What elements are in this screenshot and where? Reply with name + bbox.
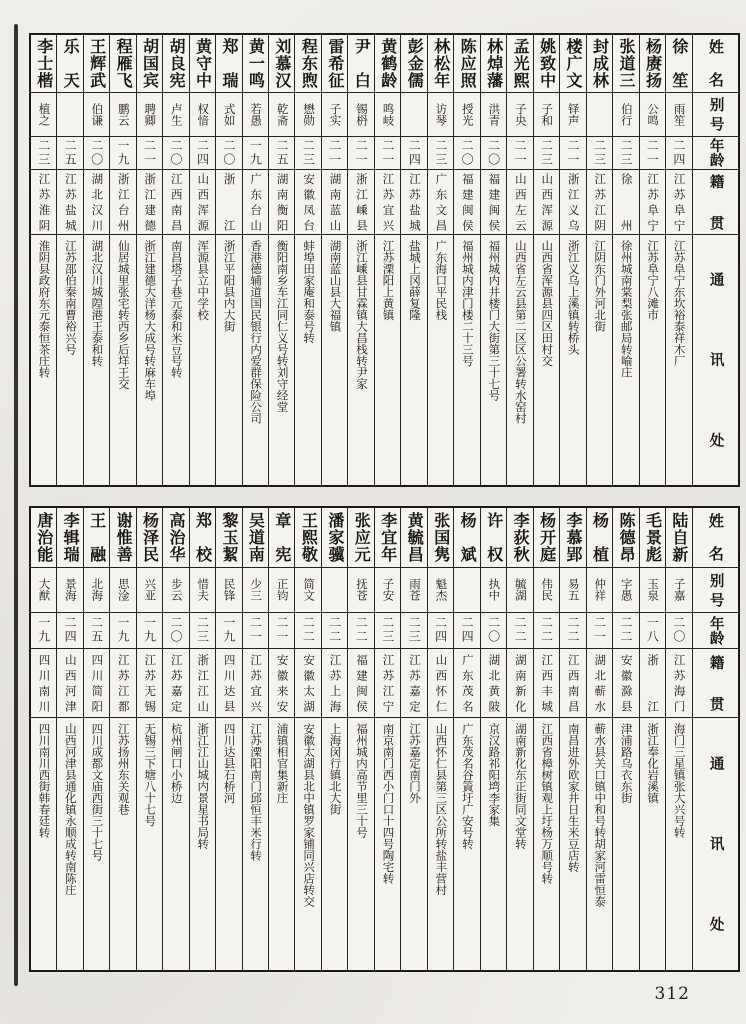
entry-origin-cell: 浙江义乌 xyxy=(560,169,586,234)
entry-age-cell: 二三 xyxy=(295,136,321,169)
entry-alias-cell: 抚苍 xyxy=(348,567,374,612)
entry-alias-cell: 铎声 xyxy=(560,92,586,136)
entry-name-cell: 乐天 xyxy=(57,34,83,92)
entry-address-cell: 浙江义乌上溪镇转桥头 xyxy=(560,234,586,486)
entry-age-cell: 二一 xyxy=(269,612,295,648)
entry-name-cell: 王辉武 xyxy=(83,34,109,92)
entry-address-cell: 山西河津县通化镇永顺成转南陈庄 xyxy=(57,717,83,971)
entry-address-cell: 衡阳南乡车江同仁义号转刘守经堂 xyxy=(269,234,295,486)
entry-origin-cell: 广东文昌 xyxy=(427,169,453,234)
entry-age-cell: 一九 xyxy=(30,612,57,648)
entry-alias-cell: 少三 xyxy=(242,567,268,612)
column-header-address: 通讯处 xyxy=(692,234,739,486)
entry-age-cell: 二五 xyxy=(269,136,295,169)
entry-origin-cell: 湖南新化 xyxy=(507,648,533,717)
entry-alias-cell: 若愚 xyxy=(242,92,268,136)
entry-origin-cell: 江苏阜宁 xyxy=(639,169,665,234)
entry-age-cell: 一九 xyxy=(110,612,136,648)
entry-origin-cell: 福建闽侯 xyxy=(348,648,374,717)
entry-name-cell: 李士楷 xyxy=(30,34,57,92)
entry-name-cell: 彭金儒 xyxy=(401,34,427,92)
entry-name-cell: 许权 xyxy=(480,507,506,567)
entry-age-cell: 二三 xyxy=(30,136,57,169)
entry-origin-cell: 浙江 xyxy=(216,169,242,234)
entry-origin-cell: 江苏嘉定 xyxy=(163,648,189,717)
entry-origin-cell: 安徽来安 xyxy=(269,648,295,717)
entry-address-cell: 江苏扬州东关观巷 xyxy=(110,717,136,971)
entry-age-cell: 二〇 xyxy=(480,136,506,169)
entry-origin-cell: 湖北汉川 xyxy=(83,169,109,234)
entry-name-cell: 张国隽 xyxy=(427,507,453,567)
entry-name-cell: 吴道南 xyxy=(242,507,268,567)
entry-address-cell: 湖南蓝山县大福镇 xyxy=(321,234,347,486)
entry-address-cell: 浙江江山城内景星书局转 xyxy=(189,717,215,971)
column-header-name: 姓名 xyxy=(692,507,739,567)
entry-address-cell: 四川达县石桥河 xyxy=(216,717,242,971)
column-header-origin: 籍贯 xyxy=(692,648,739,717)
entry-address-cell: 广东海口平民栈 xyxy=(427,234,453,486)
entry-address-cell: 江苏阜宁东坎裕泰祥木厂 xyxy=(666,234,692,486)
entry-alias-cell xyxy=(586,92,612,136)
entry-address-cell: 浙江建德大洋杨大成号转麻车埠 xyxy=(136,234,162,486)
entry-name-cell: 陆自新 xyxy=(666,507,692,567)
column-header-address: 通讯处 xyxy=(692,717,739,971)
entry-origin-cell: 湖南蓝山 xyxy=(321,169,347,234)
entry-alias-cell: 雨笙 xyxy=(666,92,692,136)
column-header-age: 年龄 xyxy=(692,136,739,169)
entry-age-cell: 二〇 xyxy=(163,136,189,169)
entry-alias-cell: 执中 xyxy=(480,567,506,612)
entry-name-cell: 尹白 xyxy=(348,34,374,92)
entry-alias-cell: 聘卿 xyxy=(136,92,162,136)
entry-origin-cell: 山西左云 xyxy=(507,169,533,234)
entry-origin-cell: 江苏淮阴 xyxy=(30,169,57,234)
entry-name-cell: 姚致中 xyxy=(533,34,559,92)
entry-origin-cell: 江苏盐城 xyxy=(57,169,83,234)
entry-origin-cell: 江苏宜兴 xyxy=(374,169,400,234)
entry-age-cell: 二〇 xyxy=(454,136,480,169)
entry-name-cell: 黎玉絜 xyxy=(216,507,242,567)
entry-origin-cell: 浙江江山 xyxy=(189,648,215,717)
entry-alias-cell: 公鸣 xyxy=(639,92,665,136)
entry-origin-cell: 四川达县 xyxy=(216,648,242,717)
entry-age-cell: 二三 xyxy=(189,612,215,648)
entry-origin-cell: 江西丰城 xyxy=(533,648,559,717)
entry-alias-cell: 简文 xyxy=(295,567,321,612)
entry-alias-cell: 北海 xyxy=(83,567,109,612)
entry-name-cell: 郑瑞 xyxy=(216,34,242,92)
entry-origin-cell: 浙江建德 xyxy=(136,169,162,234)
entry-address-cell: 浦镇相官集新庄 xyxy=(269,717,295,971)
entry-age-cell: 二〇 xyxy=(216,136,242,169)
entry-age-cell: 二一 xyxy=(586,612,612,648)
entry-alias-cell: 子和 xyxy=(533,92,559,136)
entry-name-cell: 王融 xyxy=(83,507,109,567)
entry-age-cell: 二四 xyxy=(427,612,453,648)
entry-address-cell: 福州城内高节里三十号 xyxy=(348,717,374,971)
entry-name-cell: 徐笙 xyxy=(666,34,692,92)
entry-address-cell: 南昌进外欧家井日生米豆店转 xyxy=(560,717,586,971)
entry-name-cell: 封成林 xyxy=(586,34,612,92)
entry-alias-cell: 大猷 xyxy=(30,567,57,612)
entry-age-cell: 二二 xyxy=(295,612,321,648)
entry-address-cell: 安徽太湖县北中镇罗家铺同兴店转交 xyxy=(295,717,321,971)
entry-alias-cell: 鹏云 xyxy=(110,92,136,136)
entry-age-cell: 二二 xyxy=(613,612,639,648)
entry-age-cell: 二〇 xyxy=(163,612,189,648)
entry-age-cell: 二四 xyxy=(57,612,83,648)
entry-name-cell: 李荻秋 xyxy=(507,507,533,567)
entry-name-cell: 林焯藩 xyxy=(480,34,506,92)
entry-name-cell: 李辑瑞 xyxy=(57,507,83,567)
entry-age-cell: 一九 xyxy=(110,136,136,169)
entry-name-cell: 林松年 xyxy=(427,34,453,92)
entry-name-cell: 谢惟善 xyxy=(110,507,136,567)
entry-address-cell: 淮阴县政府东元泰恒茶庄转 xyxy=(30,234,57,486)
entry-origin-cell: 浙江台州 xyxy=(110,169,136,234)
entry-address-cell: 浑源县立中学校 xyxy=(189,234,215,486)
entry-age-cell: 二三 xyxy=(427,136,453,169)
entry-origin-cell: 山西河津 xyxy=(57,648,83,717)
entry-age-cell: 二四 xyxy=(401,136,427,169)
entry-address-cell: 江苏嘉定南门外 xyxy=(401,717,427,971)
entry-age-cell: 二三 xyxy=(533,136,559,169)
entry-alias-cell: 子实 xyxy=(321,92,347,136)
entry-alias-cell: 毓湖 xyxy=(507,567,533,612)
entry-name-cell: 程东煦 xyxy=(295,34,321,92)
entry-address-cell: 广东茂名谷篢圩广安号转 xyxy=(454,717,480,971)
entry-address-cell: 江西省樟树镇观上圩杨万顺号转 xyxy=(533,717,559,971)
entry-alias-cell xyxy=(454,567,480,612)
roster-table-bottom xyxy=(29,506,740,972)
entry-alias-cell: 步云 xyxy=(163,567,189,612)
entry-alias-cell: 魁杰 xyxy=(427,567,453,612)
entry-name-cell: 黄一鸣 xyxy=(242,34,268,92)
entry-alias-cell: 懋勋 xyxy=(295,92,321,136)
entry-origin-cell: 江西南昌 xyxy=(163,169,189,234)
entry-address-cell: 湖北汉川城隍港王泰和转 xyxy=(83,234,109,486)
entry-age-cell: 二四 xyxy=(189,136,215,169)
entry-alias-cell: 惜夫 xyxy=(189,567,215,612)
entry-name-cell: 胡良宪 xyxy=(163,34,189,92)
entry-age-cell: 二三 xyxy=(374,612,400,648)
entry-address-cell: 南昌塔子巷元泰和米豆号转 xyxy=(163,234,189,486)
entry-name-cell: 潘家骥 xyxy=(321,507,347,567)
entry-age-cell: 一八 xyxy=(639,612,665,648)
entry-address-cell: 江苏邵伯秦南曹裕兴号 xyxy=(57,234,83,486)
entry-address-cell: 山西省左云县第二区区公署转水窑村 xyxy=(507,234,533,486)
entry-origin-cell: 湖北黄陂 xyxy=(480,648,506,717)
entry-age-cell: 二五 xyxy=(83,612,109,648)
entry-origin-cell: 四川南川 xyxy=(30,648,57,717)
entry-age-cell: 二一 xyxy=(136,136,162,169)
entry-age-cell: 一九 xyxy=(242,136,268,169)
entry-age-cell: 二二 xyxy=(348,612,374,648)
column-header-age: 年龄 xyxy=(692,612,739,648)
page-number: 312 xyxy=(654,984,690,1004)
entry-name-cell: 毛景彪 xyxy=(639,507,665,567)
entry-origin-cell: 安徽太湖 xyxy=(295,648,321,717)
entry-address-cell: 江苏溧阳南门邱恒丰米行转 xyxy=(242,717,268,971)
entry-age-cell: 二四 xyxy=(666,136,692,169)
entry-address-cell: 仙居城里张宅转西乡后垟王交 xyxy=(110,234,136,486)
entry-alias-cell: 锡枬 xyxy=(348,92,374,136)
entry-alias-cell: 易五 xyxy=(560,567,586,612)
entry-origin-cell: 江苏宜兴 xyxy=(242,648,268,717)
entry-origin-cell: 徐州 xyxy=(613,169,639,234)
entry-origin-cell: 浙江嵊县 xyxy=(348,169,374,234)
entry-alias-cell: 乾斋 xyxy=(269,92,295,136)
entry-name-cell: 章宪 xyxy=(269,507,295,567)
entry-age-cell: 二三 xyxy=(613,136,639,169)
entry-alias-cell xyxy=(57,92,83,136)
entry-address-cell: 京汉路祁阳塆李家集 xyxy=(480,717,506,971)
column-header-alias: 别号 xyxy=(692,567,739,612)
entry-address-cell: 福州城内津门楼二十三号 xyxy=(454,234,480,486)
entry-age-cell: 二〇 xyxy=(480,612,506,648)
entry-age-cell: 二一 xyxy=(560,136,586,169)
entry-alias-cell: 景海 xyxy=(57,567,83,612)
entry-name-cell: 楼广文 xyxy=(560,34,586,92)
column-header-alias: 别号 xyxy=(692,92,739,136)
entry-origin-cell: 江苏江阴 xyxy=(586,169,612,234)
entry-name-cell: 陈应照 xyxy=(454,34,480,92)
entry-origin-cell: 湖南衡阳 xyxy=(269,169,295,234)
entry-address-cell: 四川成都文庙西街三十七号 xyxy=(83,717,109,971)
entry-name-cell: 郑校 xyxy=(189,507,215,567)
entry-origin-cell: 四川简阳 xyxy=(83,648,109,717)
entry-origin-cell: 福建闽侯 xyxy=(480,169,506,234)
entry-alias-cell: 子安 xyxy=(374,567,400,612)
entry-name-cell: 张道三 xyxy=(613,34,639,92)
entry-address-cell: 盐城上冈薛复隆 xyxy=(401,234,427,486)
entry-age-cell: 二一 xyxy=(374,136,400,169)
entry-alias-cell: 玉泉 xyxy=(639,567,665,612)
entry-alias-cell: 兴亚 xyxy=(136,567,162,612)
entry-alias-cell: 子嘉 xyxy=(666,567,692,612)
entry-alias-cell: 鸣岐 xyxy=(374,92,400,136)
entry-alias-cell xyxy=(401,92,427,136)
entry-address-cell: 蚌埠田家庵和泰号转 xyxy=(295,234,321,486)
entry-address-cell: 徐州城南棠梨张邮局转喻庄 xyxy=(613,234,639,486)
column-header-name: 姓名 xyxy=(692,34,739,92)
entry-origin-cell: 江苏江都 xyxy=(110,648,136,717)
entry-alias-cell: 伟民 xyxy=(533,567,559,612)
entry-alias-cell: 卢生 xyxy=(163,92,189,136)
entry-address-cell: 浙江嵊县甘霖镇大昌栈转尹家 xyxy=(348,234,374,486)
entry-origin-cell: 浙江 xyxy=(639,648,665,717)
entry-address-cell: 上海闵行镇北大街 xyxy=(321,717,347,971)
entry-alias-cell: 雨苍 xyxy=(401,567,427,612)
entry-origin-cell: 江苏盐城 xyxy=(401,169,427,234)
entry-alias-cell: 植之 xyxy=(30,92,57,136)
entry-address-cell: 津浦路乌衣东街 xyxy=(613,717,639,971)
entry-age-cell: 二一 xyxy=(242,612,268,648)
entry-address-cell: 蕲水县关口镇中和号转胡家河雷恒泰 xyxy=(586,717,612,971)
entry-address-cell: 山西省浑源县四区田村交 xyxy=(533,234,559,486)
entry-origin-cell: 福建闽侯 xyxy=(454,169,480,234)
entry-alias-cell: 思淦 xyxy=(110,567,136,612)
entry-alias-cell: 洪青 xyxy=(480,92,506,136)
entry-name-cell: 张应元 xyxy=(348,507,374,567)
entry-age-cell: 二二 xyxy=(507,612,533,648)
entry-address-cell: 湖南新化东正街同文堂转 xyxy=(507,717,533,971)
roster-table-top xyxy=(29,33,740,487)
entry-name-cell: 黄守中 xyxy=(189,34,215,92)
entry-name-cell: 黄鹤龄 xyxy=(374,34,400,92)
entry-address-cell: 四川南川西街韩春廷转 xyxy=(30,717,57,971)
entry-alias-cell: 访琴 xyxy=(427,92,453,136)
entry-origin-cell: 江西南昌 xyxy=(560,648,586,717)
entry-origin-cell: 江苏海门 xyxy=(666,648,692,717)
entry-address-cell: 海门三星镇张大兴号转 xyxy=(666,717,692,971)
entry-alias-cell: 子央 xyxy=(507,92,533,136)
entry-name-cell: 杨泽民 xyxy=(136,507,162,567)
entry-name-cell: 杨开庭 xyxy=(533,507,559,567)
entry-address-cell: 浙江奉化岩溪镇 xyxy=(639,717,665,971)
scan-edge-artifact xyxy=(14,24,18,986)
entry-alias-cell: 式如 xyxy=(216,92,242,136)
entry-age-cell: 二五 xyxy=(57,136,83,169)
entry-alias-cell: 民锋 xyxy=(216,567,242,612)
entry-alias-cell: 仲祥 xyxy=(586,567,612,612)
entry-origin-cell: 江苏阜宁 xyxy=(666,169,692,234)
entry-name-cell: 雷希征 xyxy=(321,34,347,92)
entry-name-cell: 刘慕汉 xyxy=(269,34,295,92)
entry-address-cell: 江苏溧阳上黄镇 xyxy=(374,234,400,486)
entry-address-cell: 无锡三下塘八十七号 xyxy=(136,717,162,971)
entry-origin-cell: 山西浑源 xyxy=(189,169,215,234)
entry-origin-cell: 安徽滁县 xyxy=(613,648,639,717)
entry-name-cell: 杨植 xyxy=(586,507,612,567)
entry-origin-cell: 江苏江宁 xyxy=(374,648,400,717)
entry-name-cell: 杨赓扬 xyxy=(639,34,665,92)
entry-age-cell: 二〇 xyxy=(83,136,109,169)
entry-age-cell: 二三 xyxy=(586,136,612,169)
entry-name-cell: 陈德昂 xyxy=(613,507,639,567)
entry-origin-cell: 山西怀仁 xyxy=(427,648,453,717)
entry-origin-cell: 广东台山 xyxy=(242,169,268,234)
entry-age-cell: 二二 xyxy=(560,612,586,648)
entry-address-cell: 南京南门西小门口十四号陶宅转 xyxy=(374,717,400,971)
entry-alias-cell: 伯谦 xyxy=(83,92,109,136)
entry-origin-cell: 广东茂名 xyxy=(454,648,480,717)
entry-alias-cell: 字愚 xyxy=(613,567,639,612)
entry-name-cell: 孟光熙 xyxy=(507,34,533,92)
entry-age-cell: 一九 xyxy=(136,612,162,648)
entry-age-cell: 二一 xyxy=(348,136,374,169)
entry-age-cell: 二一 xyxy=(321,136,347,169)
entry-origin-cell: 安徽凤台 xyxy=(295,169,321,234)
entry-alias-cell: 伯行 xyxy=(613,92,639,136)
entry-origin-cell: 江苏无锡 xyxy=(136,648,162,717)
entry-name-cell: 王熙敬 xyxy=(295,507,321,567)
entry-age-cell: 二二 xyxy=(321,612,347,648)
entry-origin-cell: 湖北蕲水 xyxy=(586,648,612,717)
column-header-origin: 籍贯 xyxy=(692,169,739,234)
entry-origin-cell: 山西浑源 xyxy=(533,169,559,234)
entry-age-cell: 二一 xyxy=(639,136,665,169)
entry-age-cell: 二三 xyxy=(401,612,427,648)
entry-address-cell: 杭州闸口小桥边 xyxy=(163,717,189,971)
entry-age-cell: 二四 xyxy=(454,612,480,648)
entry-name-cell: 高治华 xyxy=(163,507,189,567)
entry-age-cell: 二一 xyxy=(507,136,533,169)
entry-alias-cell xyxy=(321,567,347,612)
entry-age-cell: 二〇 xyxy=(666,612,692,648)
entry-age-cell: 一九 xyxy=(216,612,242,648)
entry-age-cell: 二二 xyxy=(533,612,559,648)
entry-address-cell: 江阴东门外河北街 xyxy=(586,234,612,486)
entry-address-cell: 福州城内井楼门大街第三十七号 xyxy=(480,234,506,486)
entry-name-cell: 胡国宾 xyxy=(136,34,162,92)
entry-alias-cell: 授光 xyxy=(454,92,480,136)
entry-address-cell: 浙江平阳县内大街 xyxy=(216,234,242,486)
entry-name-cell: 程雁飞 xyxy=(110,34,136,92)
entry-address-cell: 香港德辅道国民银行内爱群保险公司 xyxy=(242,234,268,486)
entry-name-cell: 唐治能 xyxy=(30,507,57,567)
entry-alias-cell: 权愔 xyxy=(189,92,215,136)
entry-address-cell: 江苏阜宁八滩市 xyxy=(639,234,665,486)
entry-origin-cell: 江苏上海 xyxy=(321,648,347,717)
entry-address-cell: 山西怀仁县第三区公所转盐丰营村 xyxy=(427,717,453,971)
entry-alias-cell: 正钧 xyxy=(269,567,295,612)
entry-name-cell: 杨斌 xyxy=(454,507,480,567)
entry-name-cell: 黄毓昌 xyxy=(401,507,427,567)
entry-name-cell: 李慕郢 xyxy=(560,507,586,567)
entry-name-cell: 李宜年 xyxy=(374,507,400,567)
entry-origin-cell: 江苏嘉定 xyxy=(401,648,427,717)
